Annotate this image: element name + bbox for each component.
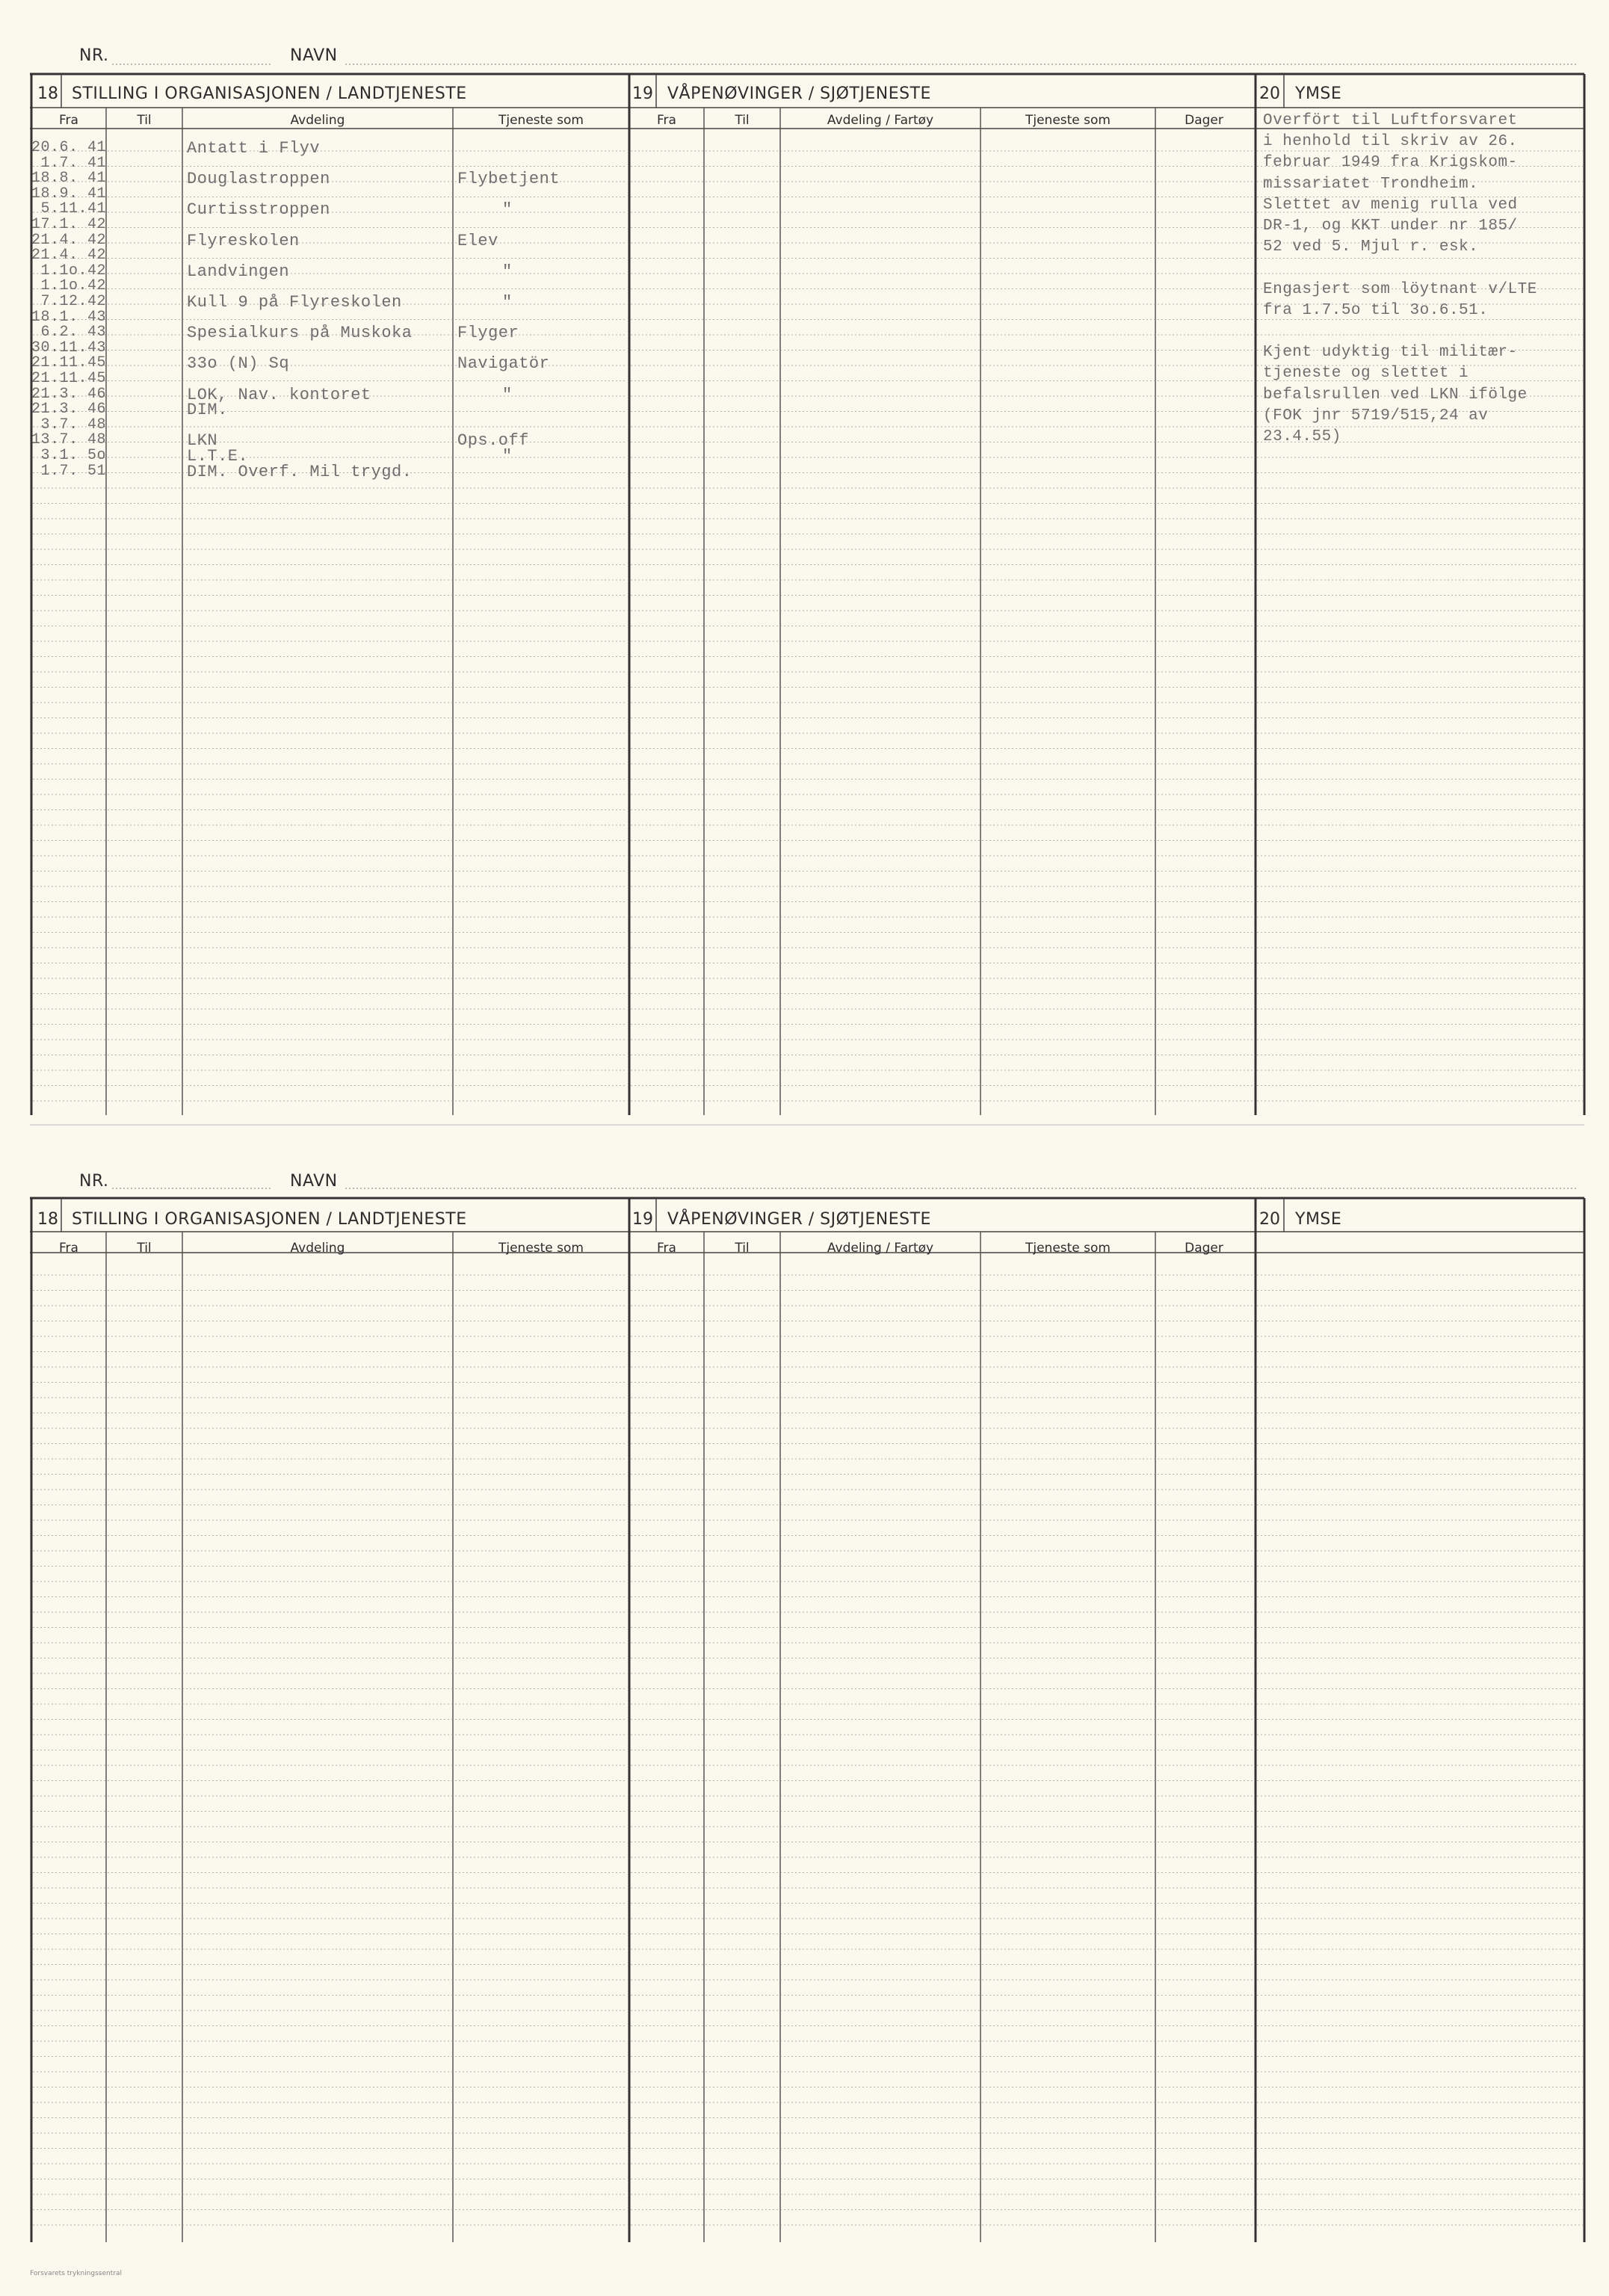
entry-avdeling: LOK, Nav. kontoret	[187, 385, 371, 404]
col-header-avdeling-fartoy: Avdeling / Fartøy	[827, 1241, 934, 1256]
entry-fra: 21.3. 46	[31, 401, 106, 419]
col-header-til: Til	[735, 113, 750, 128]
entry-avdeling: L.T.E.	[187, 447, 249, 466]
entry-avdeling: Flyreskolen	[187, 231, 300, 250]
col-header-dager: Dager	[1185, 1241, 1223, 1256]
section-18-title: STILLING I ORGANISASJONEN / LANDTJENESTE	[72, 84, 467, 103]
section-19-title: VÅPENØVINGER / SJØTJENESTE	[667, 84, 931, 103]
entry-fra: 30.11.43	[31, 339, 106, 357]
entry-fra: 18.8. 41	[31, 170, 106, 188]
col-header-fra: Fra	[59, 113, 78, 128]
entry-fra: 21.4. 42	[31, 231, 106, 249]
ymse-line: DR-1, og KKT under nr 185/	[1263, 217, 1518, 235]
entry-fra: 3.1. 5o	[40, 447, 106, 464]
entry-tjeneste: Flyger	[457, 324, 519, 343]
entry-fra: 7.12.42	[40, 293, 106, 310]
section-19-title: VÅPENØVINGER / SJØTJENESTE	[667, 1210, 931, 1229]
entry-tjeneste: "	[502, 293, 513, 312]
section-19-number: 19	[632, 1210, 653, 1229]
entry-fra: 18.9. 41	[31, 185, 106, 203]
entry-fra: 17.1. 42	[31, 216, 106, 233]
entry-avdeling: Spesialkurs på Muskoka	[187, 324, 413, 343]
nr-label: NR.	[79, 1172, 109, 1191]
section-20-title: YMSE	[1295, 1210, 1342, 1229]
ymse-line: Kjent udyktig til militær-	[1263, 344, 1518, 362]
ymse-line: befalsrullen ved LKN ifölge	[1263, 386, 1528, 404]
entry-fra: 6.2. 43	[40, 324, 106, 342]
entry-fra: 21.11.45	[31, 370, 106, 387]
col-header-til: Til	[137, 113, 152, 128]
section-18-title: STILLING I ORGANISASJONEN / LANDTJENESTE	[72, 1210, 467, 1229]
col-header-til: Til	[137, 1241, 152, 1256]
section-18-number: 18	[37, 1210, 58, 1229]
col-header-tjeneste: Tjeneste som	[498, 1241, 584, 1256]
entry-tjeneste: "	[502, 447, 513, 466]
ymse-line: missariatet Trondheim.	[1263, 175, 1479, 193]
entry-tjeneste: Navigatör	[457, 354, 550, 374]
entry-avdeling: Landvingen	[187, 262, 290, 281]
col-header-fra: Fra	[657, 1241, 676, 1256]
col-header-avdeling: Avdeling	[290, 113, 345, 128]
entry-fra: 21.3. 46	[31, 385, 106, 403]
ymse-line: Engasjert som löytnant v/LTE	[1263, 280, 1537, 298]
entry-avdeling: Kull 9 på Flyreskolen	[187, 293, 402, 312]
section-20-number: 20	[1259, 1210, 1280, 1229]
ymse-line: (FOK jnr 5719/515,24 av	[1263, 407, 1489, 425]
col-header-til: Til	[735, 1241, 750, 1256]
entry-avdeling: Curtisstroppen	[187, 200, 330, 220]
entry-avdeling: Antatt i Flyv	[187, 139, 321, 158]
entry-tjeneste: Elev	[457, 231, 498, 250]
ymse-line: tjeneste og slettet i	[1263, 365, 1469, 383]
entry-avdeling: DIM.	[187, 401, 228, 420]
entry-fra: 1.7. 51	[40, 462, 106, 480]
entry-fra: 5.11.41	[40, 200, 106, 218]
entry-fra: 21.4. 42	[31, 247, 106, 265]
col-header-fra: Fra	[657, 113, 676, 128]
section-18-number: 18	[37, 84, 58, 103]
entry-tjeneste: Ops.off	[457, 431, 529, 451]
col-header-dager: Dager	[1185, 113, 1223, 128]
entry-avdeling: DIM. Overf. Mil trygd.	[187, 462, 413, 481]
ymse-line: 23.4.55)	[1263, 428, 1341, 445]
entry-fra: 18.1. 43	[31, 308, 106, 326]
ymse-line: i henhold til skriv av 26.	[1263, 133, 1518, 151]
col-header-tjeneste: Tjeneste som	[1025, 113, 1111, 128]
section-20-number: 20	[1259, 84, 1280, 103]
section-20-title: YMSE	[1295, 84, 1342, 103]
nr-label: NR.	[79, 46, 109, 65]
entry-avdeling: LKN	[187, 431, 218, 451]
section-19-number: 19	[632, 84, 653, 103]
navn-label: NAVN	[290, 46, 338, 65]
ymse-line: fra 1.7.5o til 3o.6.51.	[1263, 301, 1489, 319]
entry-fra: 13.7. 48	[31, 431, 106, 449]
entry-tjeneste: "	[502, 262, 513, 281]
col-header-fra: Fra	[59, 1241, 78, 1256]
ymse-line: Overfört til Luftforsvaret	[1263, 112, 1518, 129]
ymse-line: Slettet av menig rulla ved	[1263, 196, 1518, 214]
entry-fra: 1.1o.42	[40, 277, 106, 295]
col-header-tjeneste: Tjeneste som	[498, 113, 584, 128]
entry-fra: 3.7. 48	[40, 416, 106, 433]
col-header-tjeneste: Tjeneste som	[1025, 1241, 1111, 1256]
entry-fra: 1.7. 41	[40, 154, 106, 172]
entry-fra: 21.11.45	[31, 354, 106, 372]
ymse-line: 52 ved 5. Mjul r. esk.	[1263, 238, 1479, 256]
col-header-avdeling-fartoy: Avdeling / Fartøy	[827, 113, 934, 128]
entry-fra: 1.1o.42	[40, 262, 106, 280]
entry-tjeneste: "	[502, 200, 513, 220]
entry-avdeling: 33o (N) Sq	[187, 354, 290, 374]
ymse-line: februar 1949 fra Krigskom-	[1263, 154, 1518, 172]
printer-footer: Forsvarets trykningssentral	[30, 2270, 122, 2277]
entry-avdeling: Douglastroppen	[187, 170, 330, 189]
entry-tjeneste: "	[502, 385, 513, 404]
entry-fra: 20.6. 41	[31, 139, 106, 156]
entry-tjeneste: Flybetjent	[457, 170, 560, 189]
navn-label: NAVN	[290, 1172, 338, 1191]
col-header-avdeling: Avdeling	[290, 1241, 345, 1256]
